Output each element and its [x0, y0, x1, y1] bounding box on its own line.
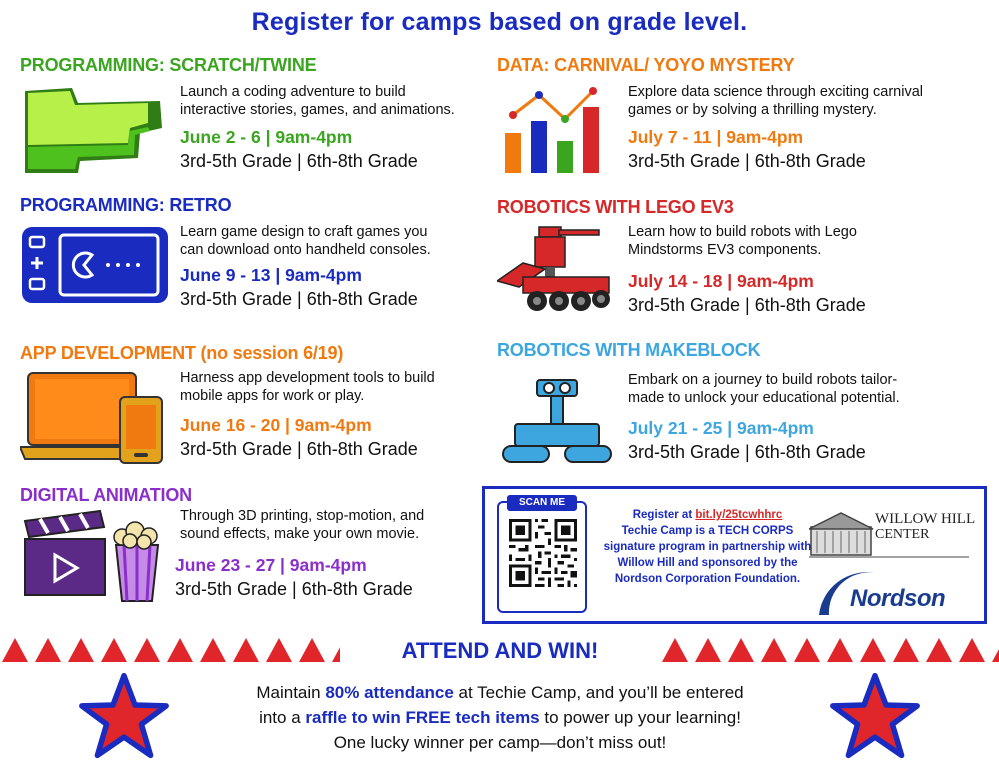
willow-hill-center: CENTER	[875, 527, 930, 542]
camp-scratch	[20, 55, 480, 175]
triangle-decoration	[695, 638, 721, 662]
camp-description: Learn game design to craft games you can download onto handheld consoles.	[180, 224, 431, 258]
camp-date: June 23 - 27 | 9am-4pm	[175, 555, 367, 575]
scratch-icon	[20, 83, 170, 178]
triangle-decoration	[959, 638, 985, 662]
triangle-decoration	[101, 638, 127, 662]
camp-description: Explore data science through exciting carnival games or by solving a thrilling mystery.	[628, 84, 923, 118]
triangle-decoration	[761, 638, 787, 662]
qr-code-panel[interactable]	[497, 497, 587, 613]
makeblock-robot-icon	[497, 370, 617, 470]
triangle-decoration	[827, 638, 853, 662]
camp-date: July 7 - 11 | 9am-4pm	[628, 127, 804, 147]
attendance-highlight: 80% attendance	[325, 683, 454, 702]
camp-data-carnival	[497, 55, 987, 175]
triangle-decoration	[233, 638, 259, 662]
camp-grades: 3rd-5th Grade | 6th-8th Grade	[180, 289, 418, 309]
register-link[interactable]: bit.ly/25tcwhhrc	[695, 509, 783, 521]
camp-title: PROGRAMMING: RETRO	[20, 195, 232, 215]
camp-app-development	[20, 343, 480, 468]
bar-chart-icon	[497, 81, 617, 176]
laptop-phone-icon	[20, 367, 170, 467]
camp-description: Launch a coding adventure to build interactive stories, games, and animations.	[180, 84, 455, 118]
triangle-decoration	[134, 638, 160, 662]
camp-date: June 9 - 13 | 9am-4pm	[180, 265, 362, 285]
camp-makeblock	[497, 340, 987, 470]
triangle-decoration	[266, 638, 292, 662]
qr-code-icon[interactable]	[509, 519, 577, 587]
camp-retro	[20, 195, 480, 315]
page-heading: Register for camps based on grade level.	[251, 8, 748, 36]
camp-date: June 16 - 20 | 9am-4pm	[180, 415, 372, 435]
triangle-decoration	[794, 638, 820, 662]
triangle-decoration	[728, 638, 754, 662]
camp-title: DATA: CARNIVAL/ YOYO MYSTERY	[497, 55, 795, 75]
lego-robot-icon	[497, 219, 617, 314]
triangle-decoration	[926, 638, 952, 662]
camp-description: Harness app development tools to build mobile apps for work or play.	[180, 370, 435, 404]
triangle-decoration	[35, 638, 61, 662]
camp-title: ROBOTICS WITH MAKEBLOCK	[497, 340, 761, 360]
camp-grades: 3rd-5th Grade | 6th-8th Grade	[175, 579, 413, 599]
camp-description: Through 3D printing, stop-motion, and sound effects, make your own movie.	[180, 508, 425, 542]
camp-lego-ev3	[497, 197, 987, 317]
camp-date: July 21 - 25 | 9am-4pm	[628, 418, 814, 438]
willow-hill-name: WILLOW HILL	[875, 511, 976, 527]
camp-date: July 14 - 18 | 9am-4pm	[628, 271, 814, 291]
camp-title: APP DEVELOPMENT (no session 6/19)	[20, 343, 344, 363]
triangle-decoration	[299, 638, 325, 662]
triangle-decoration	[893, 638, 919, 662]
register-text: Register at bit.ly/25tcwhhrc Techie Camp is a TECH CORPS signature program in partnership with Willow Hill and sponsored by the Nordson Corporation Foundation.	[603, 509, 812, 585]
triangle-decoration	[2, 638, 28, 662]
camp-date: June 2 - 6 | 9am-4pm	[180, 127, 353, 147]
camp-grades: 3rd-5th Grade | 6th-8th Grade	[180, 151, 418, 171]
nordson-logo-text: Nordson	[850, 585, 946, 612]
camp-grades: 3rd-5th Grade | 6th-8th Grade	[628, 151, 866, 171]
camp-title: DIGITAL ANIMATION	[20, 485, 192, 505]
camp-digital-animation	[20, 485, 480, 610]
handheld-console-icon	[20, 225, 170, 305]
camp-title: PROGRAMMING: SCRATCH/TWINE	[20, 55, 317, 75]
camp-description: Learn how to build robots with Lego Mindstorms EV3 components.	[628, 224, 857, 258]
triangle-decoration	[860, 638, 886, 662]
camp-grades: 3rd-5th Grade | 6th-8th Grade	[628, 295, 866, 315]
triangle-decoration	[167, 638, 193, 662]
attend-and-win-title: ATTEND AND WIN!	[340, 638, 660, 664]
camp-description: Embark on a journey to build robots tailor- made to unlock your educational potential.	[628, 372, 900, 406]
triangle-decoration	[662, 638, 688, 662]
register-body: Techie Camp is a TECH CORPS signature program in partnership with Willow Hill and sponsored by the Nordson Corporation Foundation.	[603, 525, 812, 585]
raffle-text: Maintain 80% attendance at Techie Camp, and you’ll be entered into a raffle to win FREE tech items to power up your learning! One lucky winner per camp—don’t miss out!	[256, 683, 744, 752]
camp-grades: 3rd-5th Grade | 6th-8th Grade	[180, 439, 418, 459]
camp-title: ROBOTICS WITH LEGO EV3	[497, 197, 734, 217]
triangle-decoration	[200, 638, 226, 662]
triangle-decoration	[68, 638, 94, 662]
camp-grades: 3rd-5th Grade | 6th-8th Grade	[628, 442, 866, 462]
clapperboard-popcorn-icon	[20, 507, 170, 602]
register-info-box	[482, 486, 987, 624]
triangle-decoration	[992, 638, 999, 662]
raffle-highlight: raffle to win FREE tech items	[305, 708, 540, 727]
scan-me-label: SCAN ME	[507, 495, 577, 511]
